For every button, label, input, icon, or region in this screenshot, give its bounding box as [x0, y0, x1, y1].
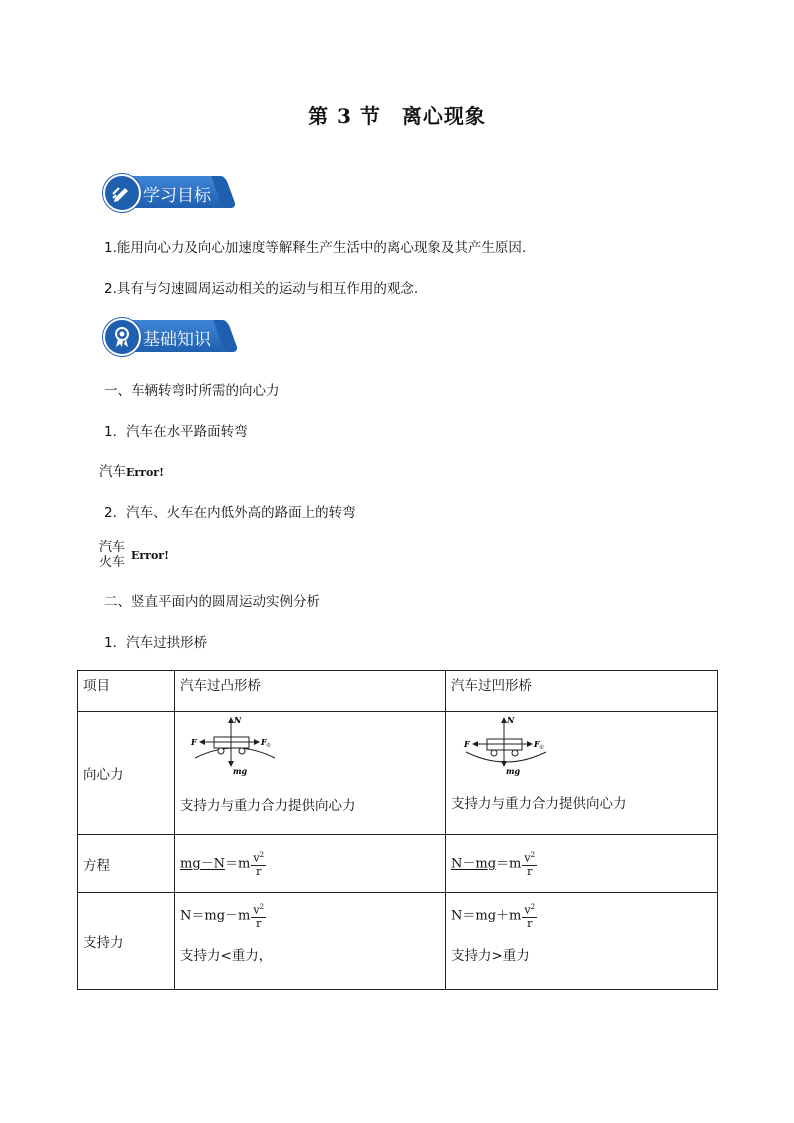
fraction: $\frac{v^2}{r}$ [253, 851, 265, 878]
bridge-table [77, 670, 718, 990]
concave-equation: N－mg＝m $\frac{v^2}{r}$ [446, 835, 718, 893]
subheading-1-1: 1．汽车在水平路面转弯 [104, 424, 248, 440]
concave-force-text: 支持力与重力合力提供向心力 [451, 796, 627, 812]
label-Fq-sub: 牵 [539, 745, 545, 751]
car-label: 汽车 [99, 464, 126, 480]
subheading-1-2: 2．汽车、火车在内低外高的路面上的转弯 [104, 505, 356, 521]
badge-label: 基础知识 [143, 330, 211, 350]
car-train-block [99, 540, 125, 570]
subheading-2-1: 1．汽车过拱形桥 [104, 635, 208, 651]
heading-one: 一、车辆转弯时所需的向心力 [104, 383, 280, 399]
label-F: F [191, 737, 197, 747]
row-label: 支持力 [78, 893, 175, 990]
error-text: Error! [126, 466, 164, 479]
label-Fq: F [261, 737, 267, 747]
table-row [78, 893, 718, 990]
award-ribbon-icon [103, 318, 141, 356]
concave-support-cell: N＝mg＋m $\frac{v^2}{r}$ 支持力>重力 [446, 893, 718, 990]
label-N: N [507, 715, 515, 725]
concave-relation: 支持力>重力 [451, 947, 530, 964]
convex-relation: 支持力<重力， [180, 947, 273, 964]
label-N: N [234, 715, 242, 725]
page-title: 第 3 节 离心现象 [308, 104, 486, 128]
convex-support-cell: N＝mg－m $\frac{v^2}{r}$ 支持力<重力， [175, 893, 446, 990]
fraction: $\frac{v^2}{r}$ [253, 903, 265, 930]
fraction: $\frac{v^2}{r}$ [524, 851, 536, 878]
convex-bridge-diagram [185, 714, 285, 780]
convex-equation: mg－N＝m $\frac{v^2}{r}$ [175, 835, 446, 893]
error-text: Error! [131, 549, 169, 562]
train-label: 火车 [99, 555, 126, 570]
fraction: $\frac{v^2}{r}$ [524, 903, 536, 930]
section-badge-goals [103, 176, 233, 208]
label-F: F [464, 739, 470, 749]
car-error-line [99, 460, 164, 480]
header-cell: 项目 [78, 671, 175, 712]
table-row [78, 712, 718, 835]
row-label: 方程 [78, 835, 175, 893]
heading-two: 二、竖直平面内的圆周运动实例分析 [104, 594, 320, 610]
goal-item-1: 1.能用向心力及向心加速度等解释生产生活中的离心现象及其产生原因. [104, 240, 527, 256]
goal-item-2: 2.具有与匀速圆周运动相关的运动与相互作用的观念. [104, 281, 419, 297]
label-Fq-sub: 牵 [266, 743, 272, 749]
convex-cell [175, 712, 446, 835]
label-mg: mg [233, 766, 248, 776]
car-label: 汽车 [99, 540, 126, 555]
label-Fq: F [534, 739, 540, 749]
section-badge-basics [103, 320, 235, 352]
convex-force-text: 支持力与重力合力提供向心力 [180, 798, 356, 814]
concave-bridge-diagram [456, 714, 556, 780]
header-cell: 汽车过凹形桥 [446, 671, 718, 712]
label-mg: mg [506, 766, 521, 776]
header-cell: 汽车过凸形桥 [175, 671, 446, 712]
badge-label: 学习目标 [143, 186, 211, 206]
concave-cell [446, 712, 718, 835]
row-label: 向心力 [78, 712, 175, 835]
table-header-row [78, 671, 718, 712]
table-row [78, 835, 718, 893]
pencil-icon [103, 174, 141, 212]
